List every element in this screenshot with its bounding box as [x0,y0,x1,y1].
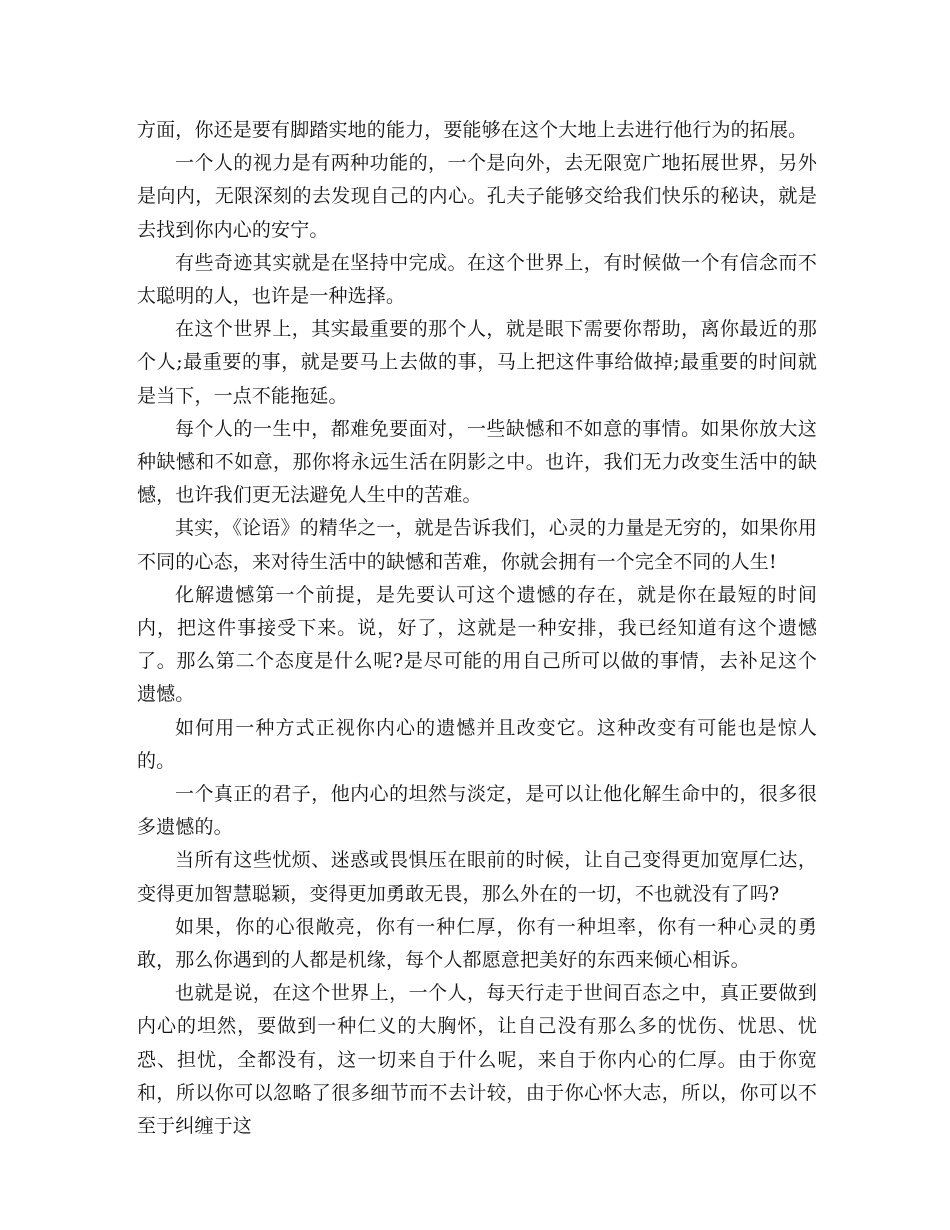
paragraph: 也就是说，在这个世界上，一个人，每天行走于世间百态之中，真正要做到内心的坦然，要做到一种仁义的大胸怀，让自己没有那么多的忧伤、忧思、忧恐、担忧，全都没有，这一切来自于什么呢，来自于你内心的仁厚。由于你宽和，所以你可以忽略了很多细节而不去计较，由于你心怀大志，所以，你可以不至于纠缠于这 [137,982,817,1138]
paragraph: 如果，你的心很敞亮，你有一种仁厚，你有一种坦率，你有一种心灵的勇敢，那么你遇到的人都是机缘，每个人都愿意把美好的东西来倾心相诉。 [137,915,817,972]
document-body [137,114,817,1143]
paragraph: 一个人的视力是有两种功能的，一个是向外，去无限宽广地拓展世界，另外是向内，无限深刻的去发现自己的内心。孔夫子能够交给我们快乐的秘诀，就是去找到你内心的安宁。 [137,152,817,241]
paragraph: 其实，《论语》的精华之一，就是告诉我们，心灵的力量是无穷的，如果你用不同的心态，来对待生活中的缺憾和苦难，你就会拥有一个完全不同的人生! [137,517,817,573]
paragraph: 如何用一种方式正视你内心的遗憾并且改变它。这种改变有可能也是惊人的。 [137,716,817,772]
paragraph: 在这个世界上，其实最重要的那个人，就是眼下需要你帮助，离你最近的那个人;最重要的事，就是要马上去做的事，马上把这件事给做掉;最重要的时间就是当下，一点不能拖延。 [137,318,817,407]
paragraph: 一个真正的君子，他内心的坦然与淡定，是可以让他化解生命中的，很多很多遗憾的。 [137,783,817,839]
paragraph: 化解遗憾第一个前提，是先要认可这个遗憾的存在，就是你在最短的时间内，把这件事接受下来。说，好了，这就是一种安排，我已经知道有这个遗憾了。那么第二个态度是什么呢?是尽可能的用自己所可以做的事情，去补足这个遗憾。 [137,583,817,706]
paragraph: 方面，你还是要有脚踏实地的能力，要能够在这个大地上去进行他行为的拓展。 [137,119,808,141]
paragraph: 当所有这些忧烦、迷惑或畏惧压在眼前的时候，让自己变得更加宽厚仁达，变得更加智慧聪颖，变得更加勇敢无畏，那么外在的一切，不也就没有了吗? [137,849,817,905]
paragraph: 每个人的一生中，都难免要面对，一些缺憾和不如意的事情。如果你放大这种缺憾和不如意，那你将永远生活在阴影之中。也许，我们无力改变生活中的缺憾，也许我们更无法避免人生中的苦难。 [137,417,817,507]
paragraph: 有些奇迹其实就是在坚持中完成。在这个世界上，有时候做一个有信念而不太聪明的人，也许是一种选择。 [137,251,817,308]
